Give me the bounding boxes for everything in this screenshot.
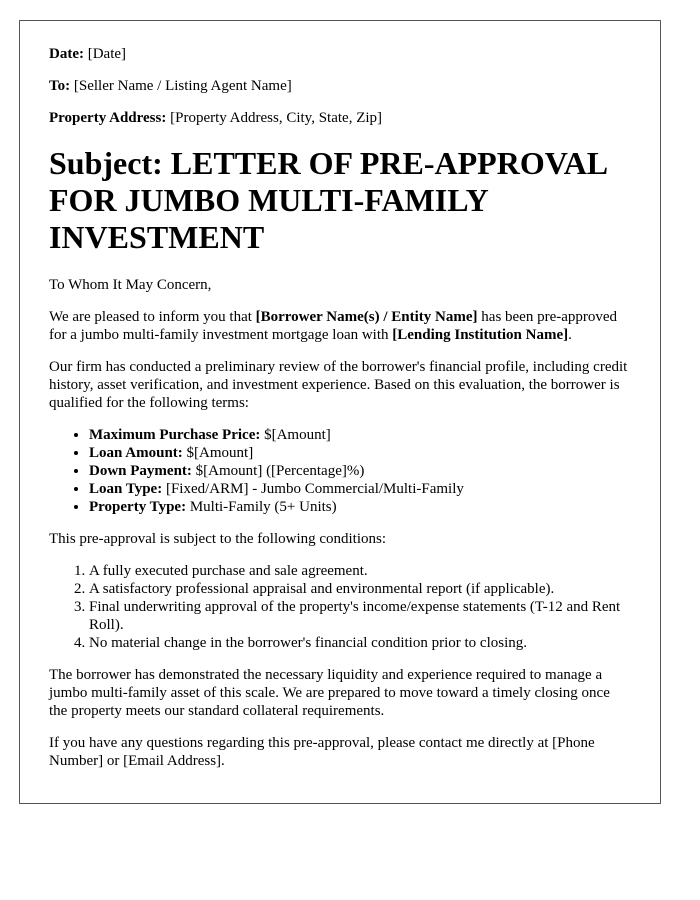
- letter-page: [19, 20, 661, 804]
- conditions-list: [49, 562, 631, 652]
- condition-item: 4. No material change in the borrower's financial condition prior to closing.: [89, 634, 631, 652]
- intro-text-3: .: [568, 327, 572, 343]
- term-value: $[Amount]: [260, 427, 331, 443]
- subject-heading: Subject: LETTER OF PRE-APPROVAL FOR JUMBO MULTI-FAMILY INVESTMENT: [49, 145, 607, 255]
- property-address-value: [Property Address, City, State, Zip]: [170, 110, 383, 126]
- term-value: $[Amount] ([Percentage]%): [191, 463, 365, 479]
- condition-item: 1. A fully executed purchase and sale agreement.: [89, 562, 631, 580]
- recipient-label: To:: [49, 78, 71, 94]
- recipient-value: [Seller Name / Listing Agent Name]: [73, 78, 292, 94]
- condition-item: 3. Final underwriting approval of the property's income/expense statements (T-12 and Rent Roll).: [89, 598, 631, 634]
- date-line: [49, 45, 631, 63]
- term-value: [Fixed/ARM] - Jumbo Commercial/Multi-Family: [162, 481, 464, 497]
- term-value: Multi-Family (5+ Units): [186, 499, 337, 515]
- letter-content: [20, 21, 660, 770]
- recipient-line: [49, 77, 631, 95]
- lender-name: [Lending Institution Name]: [392, 327, 569, 343]
- salutation: To Whom It May Concern,: [49, 277, 212, 293]
- intro-text-1: We are pleased to inform you that: [49, 309, 256, 325]
- term-item: [89, 498, 631, 516]
- term-label: Down Payment:: [89, 463, 192, 479]
- date-value: [Date]: [87, 46, 127, 62]
- term-label: Loan Type:: [89, 481, 163, 497]
- review-paragraph: Our firm has conducted a preliminary review of the borrower's financial profile, including credit history, asset verification, and investment experience. Based on this evaluation, the borrower is qualified for the following terms:: [49, 359, 628, 411]
- date-label: Date:: [49, 46, 84, 62]
- term-label: Maximum Purchase Price:: [89, 427, 261, 443]
- term-item: [89, 462, 631, 480]
- term-label: Loan Amount:: [89, 445, 183, 461]
- property-address-label: Property Address:: [49, 110, 167, 126]
- property-address-line: [49, 109, 631, 127]
- terms-list: [49, 426, 631, 516]
- intro-text-2: has been pre-approved for a jumbo multi-family investment mortgage loan with: [49, 309, 618, 343]
- term-item: [89, 444, 631, 462]
- intro-paragraph: [49, 308, 631, 344]
- term-item: [89, 480, 631, 498]
- liquidity-paragraph: The borrower has demonstrated the necessary liquidity and experience required to manage a jumbo multi-family asset of this scale. We are prepared to move toward a timely closing once the property meets our standard collateral requirements.: [49, 667, 610, 719]
- term-label: Property Type:: [89, 499, 187, 515]
- term-value: $[Amount]: [182, 445, 254, 461]
- borrower-name: [Borrower Name(s) / Entity Name]: [255, 309, 478, 325]
- term-item: [89, 426, 631, 444]
- condition-item: 2. A satisfactory professional appraisal and environmental report (if applicable).: [89, 580, 631, 598]
- conditions-intro: This pre-approval is subject to the following conditions:: [49, 531, 387, 547]
- contact-paragraph: If you have any questions regarding this pre-approval, please contact me directly at [Phone Number] or [Email Address].: [49, 735, 595, 769]
